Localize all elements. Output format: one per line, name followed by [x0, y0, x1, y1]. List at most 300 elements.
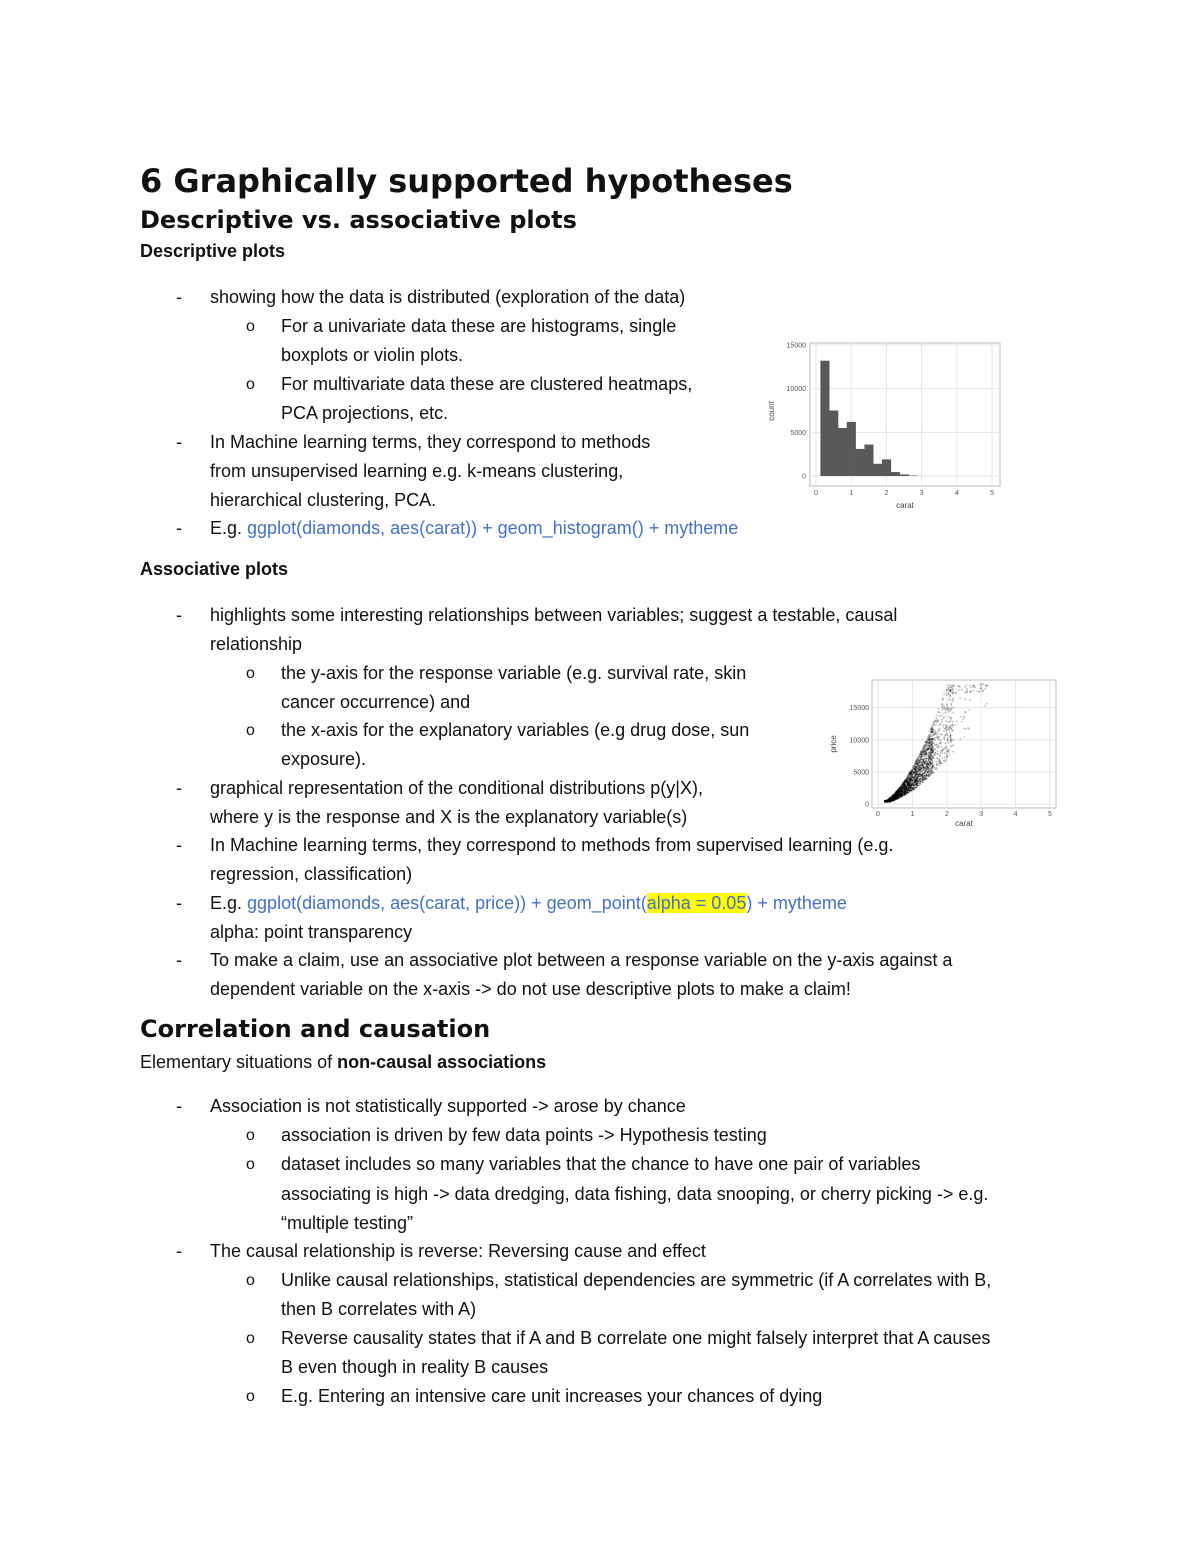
scatter-point [933, 751, 935, 753]
scatter-point [921, 775, 923, 777]
scatter-point [917, 764, 919, 766]
scatter-point [941, 715, 943, 717]
scatter-point [982, 690, 984, 692]
scatter-point [946, 694, 948, 696]
scatter-point [944, 734, 946, 736]
x-tick-label: 1 [910, 811, 915, 818]
scatter-point [913, 787, 915, 789]
histogram-chart [760, 336, 1010, 511]
scatter-point [966, 684, 968, 686]
scatter-point [950, 738, 952, 740]
bullet-circle: o [246, 1388, 255, 1405]
histogram-bar [900, 474, 909, 476]
scatter-point [981, 683, 983, 685]
scatter-point [937, 730, 939, 732]
scatter-point [914, 783, 916, 785]
scatter-point [976, 691, 978, 693]
scatter-point [945, 759, 947, 761]
scatter-point [951, 691, 953, 693]
scatter-point [906, 787, 908, 789]
list-item: Unlike causal relationships, statistical dependencies are symmetric (if A correlates with B, [281, 1270, 992, 1290]
list-item-continued: hierarchical clustering, PCA. [210, 490, 437, 510]
scatter-point [947, 742, 949, 744]
scatter-point [947, 735, 949, 737]
histogram-bar [882, 459, 891, 476]
scatter-point [893, 794, 895, 796]
list-item: Reverse causality states that if A and B correlate one might falsely interpret that A causes [281, 1328, 991, 1348]
x-tick-label: 0 [876, 811, 880, 818]
bullet-circle: o [246, 665, 255, 682]
scatter-point [965, 728, 967, 730]
scatter-point [911, 779, 913, 781]
x-tick-label: 4 [1013, 811, 1018, 818]
scatter-point [938, 719, 940, 721]
scatter-point [931, 738, 933, 740]
scatter-point [934, 748, 936, 750]
list-item: highlights some interesting relationships between variables; suggest a testable, causal [210, 605, 898, 625]
list-item: dataset includes so many variables that the chance to have one pair of variables [281, 1154, 921, 1174]
y-tick-label: 15000 [786, 342, 806, 350]
histogram-bar [908, 475, 917, 476]
x-axis-label: carat [896, 501, 914, 510]
scatter-point [916, 770, 918, 772]
list-item-continued: associating is high -> data dredging, data fishing, data snooping, or cherry picking -> e.g. [281, 1184, 989, 1204]
scatter-point [895, 792, 897, 794]
scatter-point [948, 686, 950, 688]
scatter-point [939, 764, 941, 766]
y-tick-label: 5000 [853, 769, 869, 777]
histogram-bar [820, 361, 829, 476]
y-tick-labels [850, 705, 870, 808]
scatter-point [917, 778, 919, 780]
scatter-point [925, 754, 927, 756]
scatter-point [949, 724, 951, 726]
scatter-point [945, 753, 947, 755]
scatter-point [916, 761, 918, 763]
scatter-point [950, 703, 952, 705]
scatter-point [933, 765, 935, 767]
scatter-point [984, 705, 986, 707]
subheading-associative: Associative plots [140, 559, 289, 579]
scatter-point [924, 747, 926, 749]
scatter-point [950, 690, 952, 692]
scatter-point [948, 699, 950, 701]
list-item: For multivariate data these are clustered heatmaps, [281, 374, 693, 394]
list-item-continued: relationship [210, 634, 303, 654]
scatter-point [931, 752, 933, 754]
scatter-point [928, 737, 930, 739]
histogram-bar [873, 464, 882, 476]
code-snippet: ggplot(diamonds, aes(carat, price)) + geom_point( [247, 893, 647, 913]
scatter-point [901, 791, 903, 793]
scatter-point [932, 771, 934, 773]
list-item-continued: dependent variable on the x-axis -> do not use descriptive plots to make a claim! [210, 979, 851, 999]
scatter-point [915, 775, 917, 777]
scatter-point [986, 685, 988, 687]
scatter-point [938, 733, 940, 735]
scatter-point [935, 768, 937, 770]
bullet-circle: o [246, 1330, 255, 1347]
scatter-chart [826, 668, 1062, 830]
histogram-bar [847, 422, 856, 476]
scatter-point [920, 783, 922, 785]
scatter-point [948, 693, 950, 695]
scatter-point [973, 685, 975, 687]
scatter-point [973, 690, 975, 692]
x-tick-labels [876, 811, 1052, 818]
scatter-point [925, 767, 927, 769]
scatter-point [952, 739, 954, 741]
list-item: Association is not statistically supported -> arose by chance [210, 1096, 686, 1116]
scatter-point [952, 688, 954, 690]
scatter-point [959, 697, 961, 699]
scatter-point [920, 774, 922, 776]
scatter-point [900, 786, 902, 788]
scatter-point [921, 767, 923, 769]
scatter-point [943, 738, 945, 740]
scatter-point [904, 787, 906, 789]
scatter-point [908, 786, 910, 788]
scatter-point [930, 764, 932, 766]
scatter-point [966, 688, 968, 690]
scatter-point [979, 690, 981, 692]
scatter-point [942, 708, 944, 710]
y-tick-label: 5000 [790, 429, 806, 437]
bullet-dash: - [176, 518, 182, 538]
scatter-point [961, 721, 963, 723]
scatter-point [907, 791, 909, 793]
scatter-point [929, 752, 931, 754]
scatter-point [930, 768, 932, 770]
scatter-point [948, 729, 950, 731]
x-tick-labels [814, 490, 994, 497]
scatter-point [935, 752, 937, 754]
scatter-point [919, 769, 921, 771]
list-item: The causal relationship is reverse: Reversing cause and effect [210, 1241, 706, 1261]
scatter-point [969, 699, 971, 701]
scatter-point [932, 745, 934, 747]
histogram-bar [838, 428, 847, 476]
list-item-continued: then B correlates with A) [281, 1299, 477, 1319]
scatter-point [897, 792, 899, 794]
scatter-point [928, 757, 930, 759]
scatter-point [937, 753, 939, 755]
scatter-point [966, 691, 968, 693]
scatter-point [890, 798, 892, 800]
list-item-continued: exposure). [281, 749, 367, 769]
list-item-continued: cancer occurrence) and [281, 692, 471, 712]
scatter-point [921, 764, 923, 766]
x-tick-label: 3 [919, 490, 924, 497]
list-item-continued: alpha: point transparency [210, 922, 413, 942]
bullet-dash: - [176, 1096, 182, 1116]
scatter-point [943, 693, 945, 695]
scatter-point [913, 772, 915, 774]
histogram-bar [856, 449, 865, 476]
scatter-point [928, 754, 930, 756]
scatter-point [935, 717, 937, 719]
scatter-point [903, 781, 905, 783]
x-tick-label: 1 [849, 490, 854, 497]
scatter-point [952, 726, 954, 728]
scatter-point [970, 691, 972, 693]
scatter-point [917, 758, 919, 760]
scatter-point [920, 781, 922, 783]
scatter-point [914, 775, 916, 777]
scatter-point [924, 763, 926, 765]
scatter-point [950, 710, 952, 712]
scatter-point [928, 746, 930, 748]
y-tick-label: 15000 [849, 705, 869, 713]
scatter-point [949, 727, 951, 729]
scatter-point [930, 739, 932, 741]
scatter-point [926, 769, 928, 771]
scatter-point [964, 686, 966, 688]
bullet-circle: o [246, 722, 255, 739]
scatter-point [963, 716, 965, 718]
scatter-point [901, 783, 903, 785]
scatter-point [941, 721, 943, 723]
scatter-point [933, 725, 935, 727]
list-item: the y-axis for the response variable (e.g. survival rate, skin [281, 663, 747, 683]
scatter-point [939, 739, 941, 741]
scatter-point [936, 763, 938, 765]
scatter-point [894, 796, 896, 798]
scatter-point [930, 754, 932, 756]
scatter-point [937, 720, 939, 722]
scatter-point [948, 710, 950, 712]
scatter-point [941, 733, 943, 735]
bullet-circle: o [246, 376, 255, 393]
scatter-point [981, 688, 983, 690]
scatter-point [926, 752, 928, 754]
scatter-point [924, 756, 926, 758]
scatter-point [980, 686, 982, 688]
scatter-point [929, 758, 931, 760]
scatter-point [937, 758, 939, 760]
scatter-point [911, 784, 913, 786]
scatter-point [924, 768, 926, 770]
scatter-point [948, 737, 950, 739]
scatter-point [899, 794, 901, 796]
page-title: 6 Graphically supported hypotheses [140, 162, 793, 200]
scatter-point [958, 689, 960, 691]
scatter-point [924, 775, 926, 777]
scatter-point [935, 724, 937, 726]
scatter-point [897, 797, 899, 799]
scatter-point [915, 779, 917, 781]
scatter-point [946, 704, 948, 706]
scatter-point [928, 734, 930, 736]
scatter-point [939, 715, 941, 717]
x-tick-label: 0 [814, 490, 818, 497]
scatter-point [945, 746, 947, 748]
scatter-point [887, 799, 889, 801]
scatter-point [945, 720, 947, 722]
scatter-point [944, 728, 946, 730]
subheading-prefix: Elementary situations of [140, 1052, 338, 1072]
scatter-point [911, 776, 913, 778]
scatter-point [959, 686, 961, 688]
scatter-point [937, 711, 939, 713]
scatter-point [913, 784, 915, 786]
scatter-point [960, 738, 962, 740]
scatter-point [974, 687, 976, 689]
scatter-point [921, 771, 923, 773]
eg-prefix: E.g. [210, 893, 248, 913]
scatter-point [919, 775, 921, 777]
scatter-point [964, 698, 966, 700]
scatter-point [941, 746, 943, 748]
scatter-point [943, 761, 945, 763]
scatter-point [950, 727, 952, 729]
histogram-bar [864, 445, 873, 476]
scatter-point [952, 700, 954, 702]
scatter-point [907, 780, 909, 782]
scatter-point [910, 770, 912, 772]
scatter-point [941, 706, 943, 708]
scatter-point [936, 714, 938, 716]
scatter-point [947, 688, 949, 690]
scatter-point [903, 793, 905, 795]
scatter-point [910, 772, 912, 774]
scatter-point [946, 725, 948, 727]
x-tick-label: 2 [944, 811, 949, 818]
scatter-point [936, 761, 938, 763]
scatter-point [921, 778, 923, 780]
bullet-dash: - [176, 1241, 182, 1261]
scatter-point [919, 762, 921, 764]
scatter-point [921, 755, 923, 757]
scatter-point [934, 767, 936, 769]
scatter-point [919, 761, 921, 763]
scatter-point [949, 684, 951, 686]
scatter-point [922, 773, 924, 775]
scatter-point [938, 708, 940, 710]
scatter-point [952, 707, 954, 709]
scatter-point [945, 711, 947, 713]
list-item-continued: boxplots or violin plots. [281, 345, 464, 365]
scatter-point [905, 781, 907, 783]
scatter-point [906, 792, 908, 794]
scatter-point [965, 712, 967, 714]
y-tick-label: 0 [865, 801, 869, 809]
scatter-point [925, 749, 927, 751]
scatter-point [952, 684, 954, 686]
scatter-point [941, 704, 943, 706]
scatter-point [918, 756, 920, 758]
scatter-point [889, 800, 891, 802]
scatter-point [945, 692, 947, 694]
scatter-point [913, 781, 915, 783]
scatter-point [950, 742, 952, 744]
scatter-point [912, 768, 914, 770]
scatter-point [950, 734, 952, 736]
scatter-point [923, 779, 925, 781]
scatter-point [943, 730, 945, 732]
scatter-point [952, 751, 954, 753]
scatter-point [952, 721, 954, 723]
y-axis-label: count [767, 401, 776, 421]
scatter-point [906, 778, 908, 780]
scatter-point [935, 753, 937, 755]
scatter-point [969, 684, 971, 686]
scatter-point [933, 757, 935, 759]
scatter-point [952, 712, 954, 714]
scatter-point [950, 735, 952, 737]
list-item-continued: “multiple testing” [281, 1213, 414, 1233]
scatter-point [921, 751, 923, 753]
list-item-continued: where y is the response and X is the explanatory variable(s) [210, 807, 688, 827]
y-axis-label: price [829, 735, 838, 753]
scatter-point [932, 767, 934, 769]
scatter-point [937, 750, 939, 752]
scatter-point [949, 696, 951, 698]
scatter-point [940, 723, 942, 725]
histogram-bar [891, 472, 900, 476]
list-item: E.g. Entering an intensive care unit increases your chances of dying [281, 1386, 823, 1406]
scatter-point [943, 699, 945, 701]
list-item: graphical representation of the conditional distributions p(y|X), [210, 778, 703, 798]
bullet-dash: - [176, 835, 182, 855]
scatter-point [969, 709, 971, 711]
bullet-dash: - [176, 287, 182, 307]
scatter-point [949, 721, 951, 723]
scatter-point [930, 733, 932, 735]
list-item-continued: from unsupervised learning e.g. k-means clustering, [210, 461, 624, 481]
scatter-point [902, 795, 904, 797]
scatter-point [940, 752, 942, 754]
x-tick-label: 5 [990, 490, 994, 497]
list-item-continued: B even though in reality B causes [281, 1357, 549, 1377]
bullet-dash: - [176, 605, 182, 625]
scatter-point [926, 741, 928, 743]
scatter-point [921, 753, 923, 755]
scatter-point [916, 773, 918, 775]
code-snippet: ggplot(diamonds, aes(carat)) + geom_histogram() + mytheme [247, 518, 739, 538]
bullet-dash: - [176, 950, 182, 970]
scatter-point [943, 724, 945, 726]
scatter-point [946, 689, 948, 691]
scatter-point [964, 736, 966, 738]
scatter-point [926, 771, 928, 773]
list-item-continued: regression, classification) [210, 864, 413, 884]
bullet-circle: o [246, 318, 255, 335]
x-tick-label: 5 [1048, 811, 1052, 818]
scatter-point [944, 748, 946, 750]
scatter-point [930, 773, 932, 775]
scatter-point [939, 742, 941, 744]
list-item: showing how the data is distributed (exploration of the data) [210, 287, 686, 307]
scatter-point [922, 761, 924, 763]
section-heading-correlation: Correlation and causation [140, 1015, 491, 1043]
scatter-point [947, 708, 949, 710]
scatter-point [945, 730, 947, 732]
scatter-point [936, 735, 938, 737]
scatter-point [939, 760, 941, 762]
x-tick-label: 3 [979, 811, 984, 818]
scatter-point [982, 683, 984, 685]
scatter-point [909, 781, 911, 783]
scatter-point [938, 758, 940, 760]
scatter-point [967, 727, 969, 729]
scatter-point [941, 757, 943, 759]
scatter-point [931, 747, 933, 749]
scatter-point [909, 773, 911, 775]
scatter-point [942, 760, 944, 762]
list-item: In Machine learning terms, they correspond to methods [210, 432, 651, 452]
list-item: association is driven by few data points -> Hypothesis testing [281, 1125, 767, 1145]
